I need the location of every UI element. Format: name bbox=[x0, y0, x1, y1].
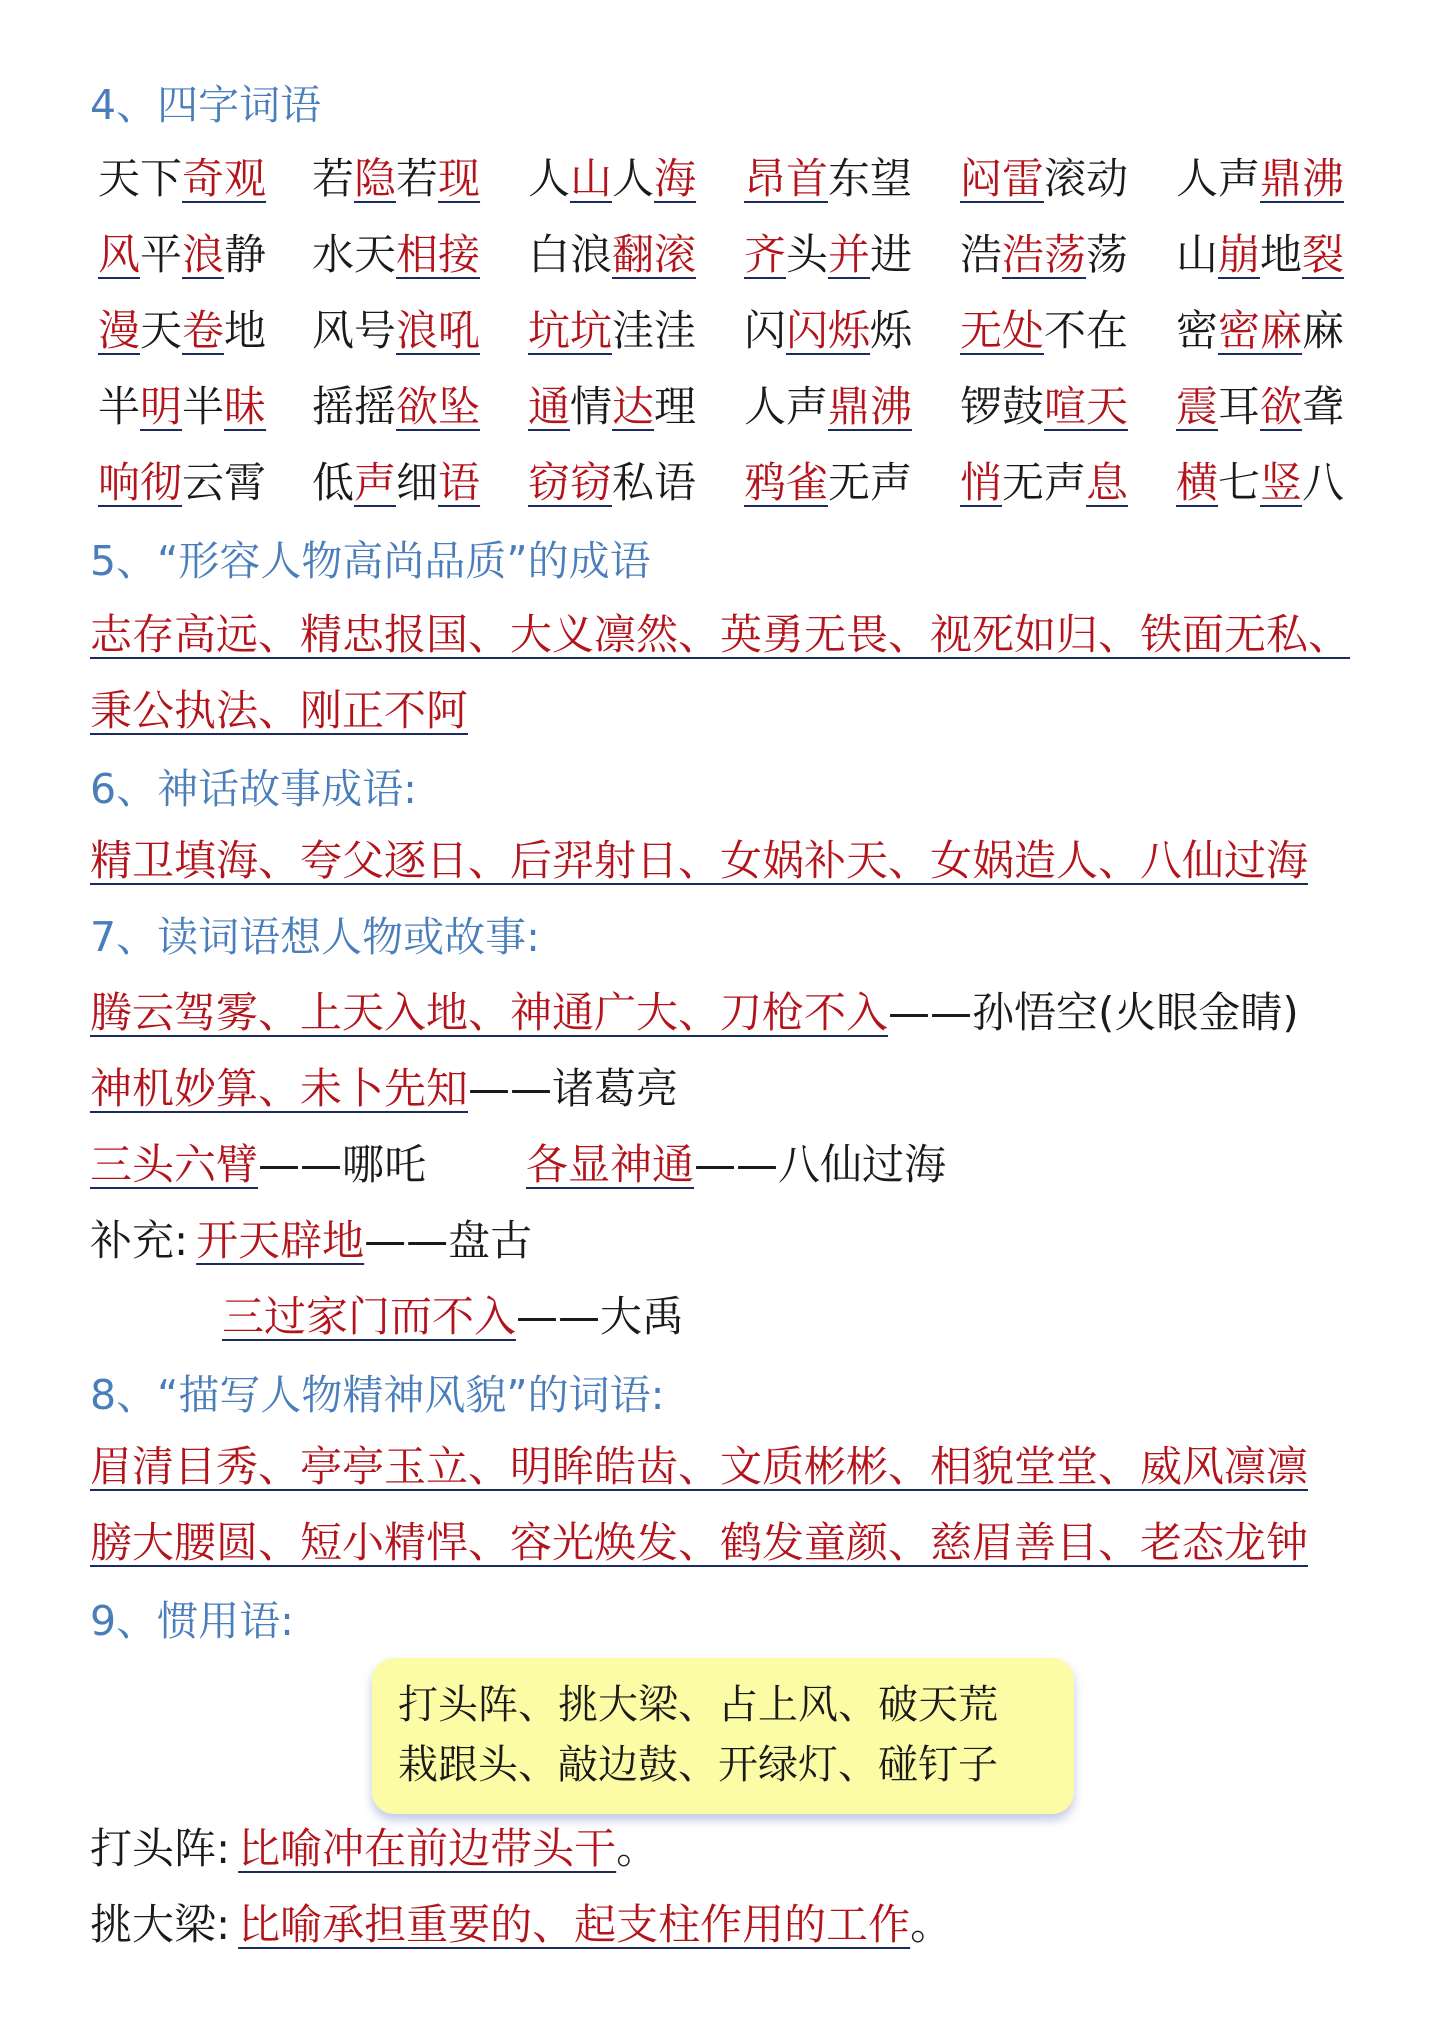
story-character: ——盘古 bbox=[364, 1216, 533, 1265]
highlighted-characters: 鼎沸 bbox=[1260, 154, 1345, 203]
plain-characters: 烁 bbox=[870, 306, 913, 355]
plain-characters: 头 bbox=[786, 230, 829, 279]
plain-characters: 麻 bbox=[1302, 306, 1345, 355]
four-character-word bbox=[960, 380, 1128, 434]
highlighted-characters: 鼎沸 bbox=[828, 382, 913, 431]
highlighted-characters: 悄 bbox=[960, 458, 1003, 507]
four-character-word bbox=[98, 380, 266, 434]
highlighted-characters: 通 bbox=[528, 382, 571, 431]
highlighted-characters: 浪 bbox=[182, 230, 225, 279]
plain-characters: 不在 bbox=[1044, 306, 1129, 355]
demeanor-words-line-2: 膀大腰圆、短小精悍、容光焕发、鹤发童颜、慈眉善目、老态龙钟 bbox=[90, 1518, 1309, 1567]
four-character-word bbox=[1176, 456, 1344, 510]
plain-characters: 天下 bbox=[98, 154, 183, 203]
plain-characters: 人 bbox=[612, 154, 655, 203]
four-character-word bbox=[98, 456, 266, 510]
plain-characters: 密 bbox=[1176, 306, 1219, 355]
section-8-heading: 8、“描写人物精神风貌”的词语: bbox=[90, 1371, 665, 1419]
plain-characters: 地 bbox=[224, 306, 267, 355]
highlighted-characters: 喧天 bbox=[1044, 382, 1129, 431]
four-character-word bbox=[744, 456, 912, 510]
four-character-word bbox=[960, 152, 1128, 206]
highlighted-characters: 闷雷 bbox=[960, 154, 1045, 203]
story-line-nezha bbox=[90, 1138, 426, 1192]
plain-characters: 闪 bbox=[744, 306, 787, 355]
plain-characters: 东望 bbox=[828, 154, 913, 203]
four-character-word bbox=[312, 152, 480, 206]
plain-characters: 人声 bbox=[744, 382, 829, 431]
four-character-word bbox=[528, 228, 696, 282]
highlighted-characters: 山 bbox=[570, 154, 613, 203]
plain-characters: 人 bbox=[528, 154, 571, 203]
quality-idioms-line-1: 志存高远、精忠报国、大义凛然、英勇无畏、视死如归、铁面无私、 bbox=[90, 610, 1351, 659]
plain-characters: 洼洼 bbox=[612, 306, 697, 355]
definition-end: 。 bbox=[616, 1824, 659, 1873]
highlighted-characters: 声 bbox=[354, 458, 397, 507]
plain-characters: 私语 bbox=[612, 458, 697, 507]
four-character-word bbox=[98, 228, 266, 282]
plain-characters: 半 bbox=[182, 382, 225, 431]
story-line-eight-immortals bbox=[526, 1138, 946, 1192]
definition-term: 打头阵: bbox=[90, 1824, 231, 1873]
callout-line-1: 打头阵、挑大梁、占上风、破天荒 bbox=[398, 1682, 998, 1728]
four-character-word bbox=[1176, 380, 1344, 434]
four-character-word bbox=[528, 380, 696, 434]
highlighted-characters: 并 bbox=[828, 230, 871, 279]
highlighted-characters: 语 bbox=[438, 458, 481, 507]
plain-characters: 耳 bbox=[1218, 382, 1261, 431]
story-words: 开天辟地 bbox=[196, 1216, 365, 1265]
plain-characters: 地 bbox=[1260, 230, 1303, 279]
plain-characters: 理 bbox=[654, 382, 697, 431]
highlighted-characters: 鸦雀 bbox=[744, 458, 829, 507]
myth-idioms-line: 精卫填海、夸父逐日、后羿射日、女娲补天、女娲造人、八仙过海 bbox=[90, 836, 1309, 885]
four-character-word bbox=[312, 456, 480, 510]
four-character-word bbox=[1176, 152, 1344, 206]
story-character: ——诸葛亮 bbox=[468, 1064, 679, 1113]
four-character-word bbox=[960, 304, 1128, 358]
definition-da-tou-zhen bbox=[90, 1822, 658, 1876]
plain-characters: 云霄 bbox=[182, 458, 267, 507]
plain-characters: 无声 bbox=[828, 458, 913, 507]
plain-characters: 情 bbox=[570, 382, 613, 431]
plain-characters: 若 bbox=[396, 154, 439, 203]
four-character-word bbox=[744, 304, 912, 358]
four-character-word bbox=[98, 304, 266, 358]
highlighted-characters: 浩荡 bbox=[1002, 230, 1087, 279]
four-character-word bbox=[98, 152, 266, 206]
highlighted-characters: 奇观 bbox=[182, 154, 267, 203]
section-5-heading: 5、“形容人物高尚品质”的成语 bbox=[90, 537, 651, 585]
highlighted-characters: 翻滚 bbox=[612, 230, 697, 279]
highlighted-characters: 密麻 bbox=[1218, 306, 1303, 355]
supplement-line-pangu bbox=[90, 1214, 532, 1268]
highlighted-characters: 浪吼 bbox=[396, 306, 481, 355]
plain-characters: 平 bbox=[140, 230, 183, 279]
plain-characters: 白浪 bbox=[528, 230, 613, 279]
plain-characters: 锣鼓 bbox=[960, 382, 1045, 431]
four-character-word bbox=[312, 228, 480, 282]
story-words: 神机妙算、未卜先知 bbox=[90, 1064, 469, 1113]
plain-characters: 摇摇 bbox=[312, 382, 397, 431]
four-character-word bbox=[960, 228, 1128, 282]
four-character-word bbox=[1176, 228, 1344, 282]
story-character: ——孙悟空(火眼金睛) bbox=[888, 988, 1299, 1037]
highlighted-characters: 相接 bbox=[396, 230, 481, 279]
plain-characters: 人声 bbox=[1176, 154, 1261, 203]
plain-characters: 静 bbox=[224, 230, 267, 279]
story-line-zhuge-liang bbox=[90, 1062, 678, 1116]
four-character-word bbox=[744, 380, 912, 434]
story-character: ——大禹 bbox=[516, 1292, 685, 1341]
section-6-heading: 6、神话故事成语: bbox=[90, 765, 417, 813]
plain-characters: 七 bbox=[1218, 458, 1261, 507]
plain-characters: 聋 bbox=[1302, 382, 1345, 431]
four-character-word bbox=[1176, 304, 1344, 358]
story-words: 三头六臂 bbox=[90, 1140, 259, 1189]
highlighted-characters: 裂 bbox=[1302, 230, 1345, 279]
highlighted-characters: 欲 bbox=[1260, 382, 1303, 431]
supplement-label: 补充: bbox=[90, 1216, 189, 1265]
definition-tiao-da-liang bbox=[90, 1898, 952, 1952]
four-character-word bbox=[312, 380, 480, 434]
highlighted-characters: 明 bbox=[140, 382, 183, 431]
highlighted-characters: 达 bbox=[612, 382, 655, 431]
plain-characters: 进 bbox=[870, 230, 913, 279]
plain-characters: 天 bbox=[140, 306, 183, 355]
plain-characters: 半 bbox=[98, 382, 141, 431]
plain-characters: 荡 bbox=[1086, 230, 1129, 279]
four-character-word bbox=[312, 304, 480, 358]
highlighted-characters: 欲坠 bbox=[396, 382, 481, 431]
section-9-heading: 9、惯用语: bbox=[90, 1597, 294, 1645]
highlighted-characters: 昂首 bbox=[744, 154, 829, 203]
four-character-word bbox=[744, 228, 912, 282]
story-line-sun-wukong bbox=[90, 986, 1299, 1040]
four-character-word bbox=[744, 152, 912, 206]
plain-characters: 低 bbox=[312, 458, 355, 507]
plain-characters: 滚动 bbox=[1044, 154, 1129, 203]
definition-term: 挑大梁: bbox=[90, 1900, 231, 1949]
highlighted-characters: 现 bbox=[438, 154, 481, 203]
plain-characters: 浩 bbox=[960, 230, 1003, 279]
definition-end: 。 bbox=[910, 1900, 953, 1949]
highlighted-characters: 隐 bbox=[354, 154, 397, 203]
highlighted-characters: 风 bbox=[98, 230, 141, 279]
definition-text: 比喻承担重要的、起支柱作用的工作 bbox=[238, 1900, 911, 1949]
highlighted-characters: 漫 bbox=[98, 306, 141, 355]
highlighted-characters: 坑坑 bbox=[528, 306, 613, 355]
story-words: 各显神通 bbox=[526, 1140, 695, 1189]
highlighted-characters: 横 bbox=[1176, 458, 1219, 507]
story-words: 腾云驾雾、上天入地、神通广大、刀枪不入 bbox=[90, 988, 889, 1037]
plain-characters: 水天 bbox=[312, 230, 397, 279]
plain-characters: 风号 bbox=[312, 306, 397, 355]
highlighted-characters: 无处 bbox=[960, 306, 1045, 355]
section-4-heading: 4、四字词语 bbox=[90, 81, 322, 129]
definition-text: 比喻冲在前边带头干 bbox=[238, 1824, 617, 1873]
demeanor-words-line-1: 眉清目秀、亭亭玉立、明眸皓齿、文质彬彬、相貌堂堂、威风凛凛 bbox=[90, 1442, 1309, 1491]
four-character-word bbox=[960, 456, 1128, 510]
highlighted-characters: 窃窃 bbox=[528, 458, 613, 507]
plain-characters: 无声 bbox=[1002, 458, 1087, 507]
quality-idioms-line-2: 秉公执法、刚正不阿 bbox=[90, 686, 469, 735]
story-character: ——哪吒 bbox=[258, 1140, 427, 1189]
plain-characters: 细 bbox=[396, 458, 439, 507]
plain-characters: 山 bbox=[1176, 230, 1219, 279]
highlighted-characters: 昧 bbox=[224, 382, 267, 431]
section-7-heading: 7、读词语想人物或故事: bbox=[90, 913, 540, 961]
highlighted-characters: 震 bbox=[1176, 382, 1219, 431]
highlighted-characters: 齐 bbox=[744, 230, 787, 279]
plain-characters: 八 bbox=[1302, 458, 1345, 507]
highlighted-characters: 竖 bbox=[1260, 458, 1303, 507]
highlighted-characters: 崩 bbox=[1218, 230, 1261, 279]
highlighted-characters: 闪烁 bbox=[786, 306, 871, 355]
callout-line-2: 栽跟头、敲边鼓、开绿灯、碰钉子 bbox=[398, 1742, 998, 1788]
four-character-word bbox=[528, 304, 696, 358]
highlighted-characters: 海 bbox=[654, 154, 697, 203]
four-character-word bbox=[528, 152, 696, 206]
highlighted-characters: 响彻 bbox=[98, 458, 183, 507]
story-character: ——八仙过海 bbox=[694, 1140, 947, 1189]
highlighted-characters: 息 bbox=[1086, 458, 1129, 507]
highlighted-characters: 卷 bbox=[182, 306, 225, 355]
idioms-callout-box bbox=[372, 1658, 1074, 1814]
four-character-word bbox=[528, 456, 696, 510]
story-words: 三过家门而不入 bbox=[222, 1292, 517, 1341]
supplement-line-dayu bbox=[222, 1290, 684, 1344]
plain-characters: 若 bbox=[312, 154, 355, 203]
